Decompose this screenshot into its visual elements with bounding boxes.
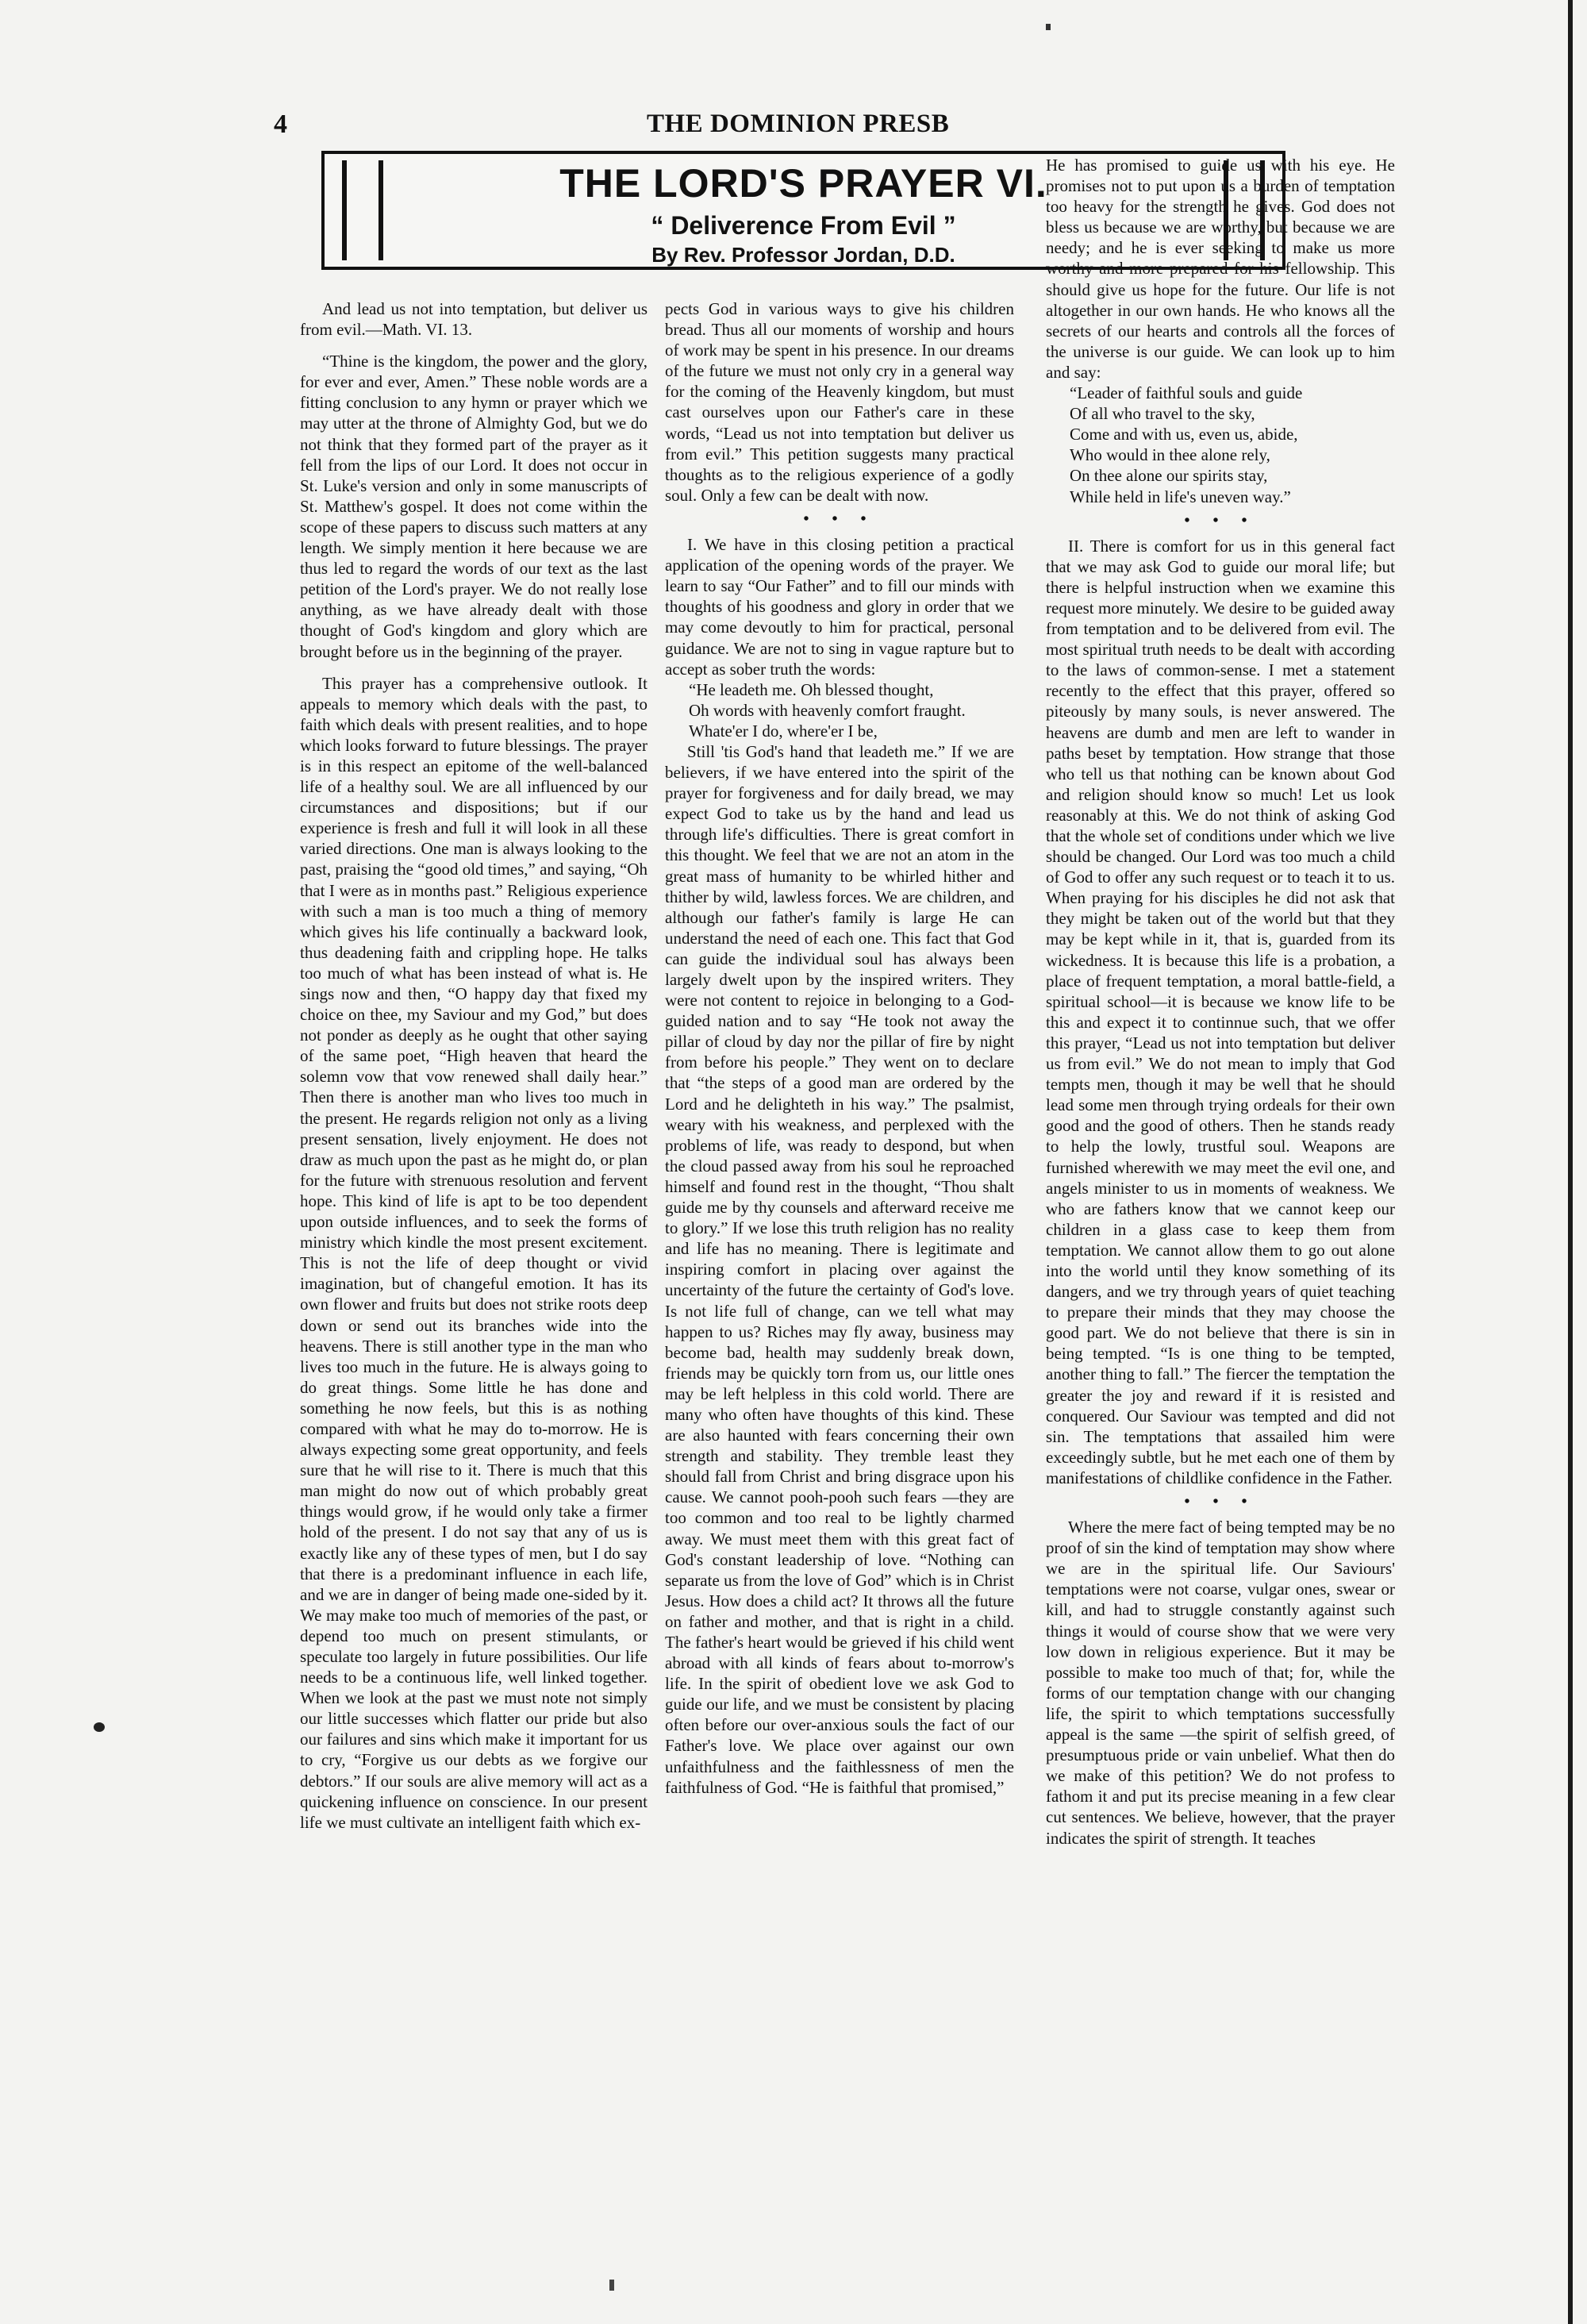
verse-quote [1046,383,1395,507]
verse-line: “Leader of faithful souls and guide [1070,383,1303,403]
ink-speck [94,1722,105,1732]
verse-line: While held in life's uneven way.” [1070,487,1291,506]
paragraph: “Thine is the kingdom, the power and the glory, for ever and ever, Amen.” These noble words are a fitting conclusion to any hymn or prayer which we may utter at the throne of Almighty God, but we do not think that they formed part of the prayer as it fell from the lips of our Lord. It does not occur in St. Luke's version and only in some manuscripts of St. Matthew's gospel. It does not come within the scope of these papers to discuss such matters at any length. We simply mention it here because we are thus led to regard the words of our text as the last petition of the Lord's prayer. We do not really lose anything, as we have already dealt with those thought of God's kingdom and glory which are brought before us in the beginning of the prayer. [300,352,647,661]
paragraph: Still 'tis God's hand that leadeth me.” If we are believers, if we have entered into the spirit of the prayer for forgiveness and for daily bread, we may expect God to take us by the hand and lead us through life's difficulties. There is great comfort in this thought. We feel that we are not an atom in the great mass of humanity to be whirled hither and thither by wild, lawless forces. We are children, and although our father's family is large He can understand the need of each one. This fact that God can guide the individual soul has always been largely dwelt upon by the inspired writers. They were not content to rejoice in belonging to a God-guided nation and to say “He took not away the pillar of cloud by day nor the pillar of fire by night from before his people.” They went on to declare that “the steps of a good man are ordered by the Lord and he delighteth in his way.” The psalmist, weary with his weakness, and perplexed with the problems of life, was ready to despond, but when the cloud passed away from his soul he reproached himself and found rest in the thought, “Thou shalt guide me by thy counsels and afterward receive me to glory.” If we lose this truth religion has no reality and life has no meaning. There is legitimate and inspiring comfort in placing over against the uncertainty of the future the certainty of God's love. Is not life full of change, can we tell what may happen to us? Riches may fly away, business may become bad, health may suddenly break down, friends may be quickly torn from us, our little ones may be left helpless in this cold world. There are many who often have thoughts of this kind. These are also haunted with fears concerning their own strength and stability. They tremble least they should fall from Christ and bring disgrace upon his cause. We cannot pooh-pooh such fears —they are too common and too real to be lightly charmed away. We must meet them with this great fact of God's constant leadership of love. “Nothing can separate us from the love of God” which is in Christ Jesus. How does a child act? It throws all the future on father and mother, and that is right in a child. The father's heart would be grieved if his child went abroad with all kinds of fears about to-morrow's life. In the spirit of obedient love we ask God to guide our life, and we must be consistent by placing often before our over-anxious souls the fact of our Father's love. We place over against our own unfaithfulness and the faithlessness of men the faithfulness of God. “He is faithful that promised,” [665,741,1014,1797]
epigraph: And lead us not into temptation, but deliver us from evil.—Math. VI. 13. [300,299,647,340]
verse-line: “He leadeth me. Oh blessed thought, [689,679,934,699]
section-divider: • • • [1184,511,1257,529]
text-column-2 [665,298,1014,1798]
article-byline: By Rev. Professor Jordan, D.D. [651,243,955,267]
paragraph: pects God in various ways to give his children bread. Thus all our moments of worship and hours of work may be spent in his presence. In our dreams of the future we must not only cry in a general way for the coming of the Heavenly kingdom, but must cast ourselves upon our Father's care in these words, “Lead us not into temptation but deliver us from evil.” This petition suggests many practical thoughts as to the religious experience of a godly soul. Only a few can be dealt with now. [665,299,1014,505]
page-header [274,110,1103,148]
verse-line: Who would in thee alone rely, [1070,445,1270,465]
ink-speck [1046,24,1051,30]
page-edge-border [1568,0,1573,2324]
page-number: 4 [274,110,287,139]
verse-line: Whate'er I do, where'er I be, [689,721,878,741]
paragraph: He has promised to guide us with his eye. He promises not to put upon us a burden of temptation too heavy for the strength he gives. God does not bless us because we are worthy, but because we are needy; and he is ever seeking to make us more worthy and more prepared for his fellowship. This should give us hope for the future. Our life is not altogether in our own hands. He who knows all the secrets of our hearts and controls all the forces of the universe is our guide. We can look up to him and say: [1046,156,1395,382]
article-subtitle: “ Deliverence From Evil ” [651,211,956,240]
verse-line: Oh words with heavenly comfort fraught. [689,700,966,720]
article-title: THE LORD'S PRAYER VI. [559,161,1047,206]
running-title: THE DOMINION PRESB [647,110,950,138]
verse-line: Come and with us, even us, abide, [1070,425,1298,444]
verse-quote [665,679,1014,741]
section-divider: • • • [803,510,876,528]
paragraph: Where the mere fact of being tempted may be no proof of sin the kind of temptation may show where we are in the spiritual life. Our Saviours' temptations were not coarse, vulgar ones, swear or kill, and had to struggle constantly against such things it would of course show that we were very low down in religious experience. But it may be possible to make too much of that; for, while the forms of our temptation change with our changing life, the spirit to which temptations successfully appeal is the same —the spirit of selfish greed, of presumptuous pride or vain unbelief. What then do we make of this petition? We do not profess to fathom it and put its precise meaning in a few clear cut sentences. We believe, however, that the prayer indicates the spirit of strength. It teaches [1046,1518,1395,1848]
section-divider: • • • [1184,1493,1257,1510]
paragraph: I. We have in this closing petition a practical application of the opening words of the prayer. We learn to say “Our Father” and to fill our minds with thoughts of his goodness and glory in order that we may come devoutly to him for practical, personal guidance. We are not to sing in vague rapture but to accept as sober truth the words: [665,535,1014,679]
verse-line: On thee alone our spirits stay, [1070,466,1268,486]
text-column-3 [1046,155,1395,1849]
paragraph: This prayer has a comprehensive outlook. It appeals to memory which deals with the past, to faith which deals with present realities, and to hope which looks forward to future blessings. The prayer is in this respect an epitome of the well-balanced life of a healthy soul. We are all influenced by our circumstances and dispositions; but if our experience is fresh and full it will look in all these varied directions. One man is always looking to the past, praising the “good old times,” and saying, “Oh that I were as in months past.” Religious experience with such a man is too much a thing of memory which gives his life continually a backward look, thus deadening faith and crippling hope. He talks too much of what has been instead of what is. He sings now and then, “O happy day that fixed my choice on thee, my Saviour and my God,” but does not ponder as deeply as he ought that other saying of the same poet, “High heaven that heard the solemn vow that vow renewed shall daily hear.” Then there is another man who lives too much in the present. He regards religion not only as a living present sensation, lively enjoyment. He does not draw as much upon the past as he might do, or plan for the future with strenuous resolution and fervent hope. This kind of life is apt to be too dependent upon outside influences, and to seek the forms of ministry which kindle the most present excitement. This is not the life of deep thought or vivid imagination, but of changeful emotion. It has its own flower and fruits but does not strike roots deep down or send out its branches wide into the heavens. There is still another type in the man who lives too much in the future. He is always going to do great things. Some little he has done and something he now feels, but this is as nothing compared with what he may do to-morrow. He is always expecting some great opportunity, and feels sure that he will rise to it. There is much that this man might do now out of which probably great things would grow, if he would only take a firmer hold of the present. I do not say that any of us is exactly like any of these types of men, but I do say that there is a predominant influence in each life, and we are in danger of being made one-sided by it. We may make too much of memories of the past, or depend too much on present stimulants, or speculate too largely in future possibilities. Our life needs to be a continuous life, well linked together. When we look at the past we must note not simply our little successes which flatter our pride but also our failures and sins which make it important for us to cry, “Forgive us our debts as we forgive our debtors.” If our souls are alive memory will act as a quickening influence on conscience. In our present life we must cultivate an intelligent faith which ex- [300,673,647,1832]
ink-speck [609,2280,614,2291]
verse-line: Of all who travel to the sky, [1070,404,1255,424]
paragraph: II. There is comfort for us in this general fact that we may ask God to guide our moral life; but there is helpful instruction when we examine this request more minutely. We desire to be guided away from temptation and to be delivered from evil. The most spiritual truth needs to be dealt with according to the laws of common-sense. I met a statement recently to the effect that this prayer, offered so piteously by many souls, is never answered. The heavens are dumb and men are left to wander in paths beset by temptation. How strange that those who tell us that nothing can be known about God and religion should know so much! Let us look reasonably at this. We do not think of asking God that the whole set of conditions under which we live should be changed. Our Lord was too much a child of God to offer any such request or to teach it to us. When praying for his disciples he did not ask that they might be taken out of the world but that they may be kept while in it, that is, guarded from its wickedness. It is because this life is a probation, a place of frequent temptation, a moral battle-field, a spiritual school—it is because we know life to be this and expect it to continnue such, that we offer this prayer, “Lead us not into temptation but deliver us from evil.” We do not mean to imply that God tempts men, though it may be well that he should lead some men through trying ordeals for their own good and the good of others. Then he stands ready to help the lowly, trustful soul. Weapons are furnished wherewith we may meet the evil one, and angels minister to us in moments of weakness. We who are fathers know that we cannot keep our children in a glass case to keep them from temptation. We cannot allow them to go out alone into the world until they know something of its dangers, and we try through years of quiet teaching to prepare their minds that they may choose the good part. We do not believe that there is sin in being tempted. “Is is one thing to be tempted, another thing to fall.” The fiercer the temptation the greater the joy and reward if it is resisted and conquered. Our Saviour was tempted and did not sin. The temptations that assailed him were exceedingly subtle, but he met each one of them by manifestations of childlike confidence in the Father. [1046,536,1395,1487]
text-column-1 [300,298,647,1833]
